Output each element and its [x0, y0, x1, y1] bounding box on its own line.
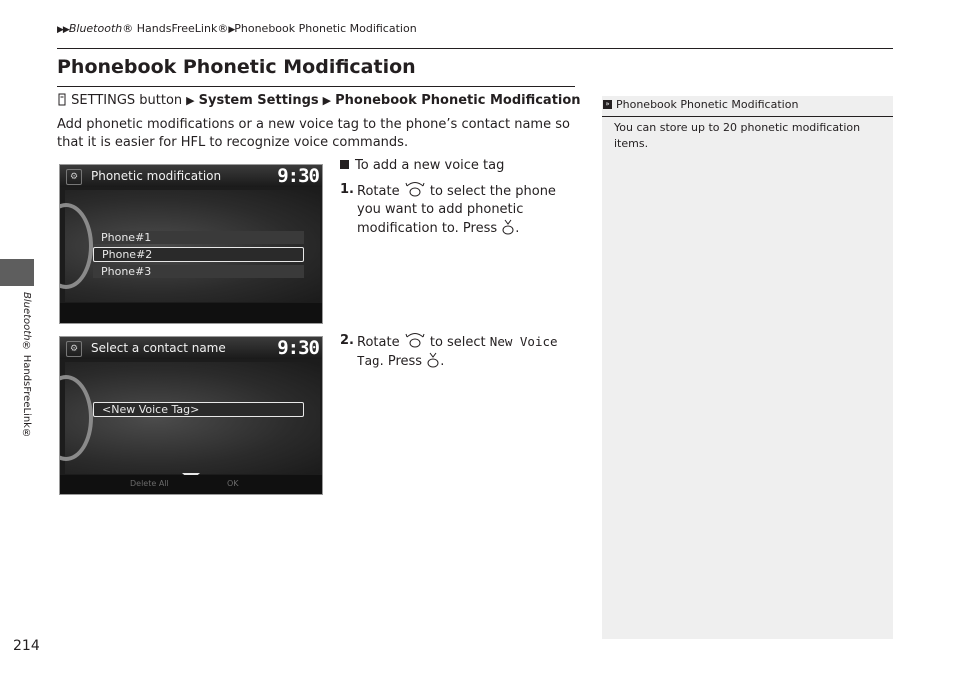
phone-list-item[interactable]: Phone#3 [93, 265, 304, 278]
screen-title: Phonetic modification [91, 169, 222, 183]
note-panel [602, 96, 893, 639]
note-arrow-icon: » [603, 100, 612, 109]
step-text: Rotate [357, 335, 400, 350]
nav-arrow-icon: ▶ [186, 94, 195, 107]
steps-heading-text: To add a new voice tag [355, 158, 505, 173]
step-1: 1. Rotate to select the phone you want to add phonetic modification to. Press . [340, 182, 556, 236]
screen-title-bar [60, 165, 322, 187]
nav-arrow-icon: ▶ [322, 94, 332, 107]
screen-title-bar [60, 337, 322, 359]
step-text: . Press [379, 354, 423, 369]
chapter-tab [0, 259, 34, 286]
screen-title: Select a contact name [91, 341, 226, 355]
new-voice-tag-item[interactable]: <New Voice Tag> [93, 402, 304, 417]
dial-graphic-icon [59, 375, 93, 461]
interface-dial-rotate-icon [404, 181, 426, 197]
title-rule [57, 86, 575, 87]
breadcrumb-part1-suffix: ® HandsFreeLink® [122, 22, 229, 35]
nav-path-step1: System Settings [198, 93, 319, 108]
phone-settings-icon: ⚙ [66, 341, 82, 357]
phone-list-item-selected[interactable]: Phone#2 [93, 247, 304, 262]
screen-select-contact [59, 336, 323, 495]
step-text-ui-label: New Voice Tag [357, 334, 558, 368]
steps-heading [340, 157, 580, 175]
step-number: 2. [340, 333, 354, 348]
nav-path-start: SETTINGS button [71, 93, 183, 108]
ok-button[interactable]: OK [227, 479, 239, 488]
interface-dial-rotate-icon [404, 332, 426, 348]
home-icon [57, 93, 67, 106]
note-body: You can store up to 20 phonetic modification items. [614, 121, 861, 150]
screen-footer [60, 303, 322, 323]
steps-section [340, 157, 580, 371]
screen-body [65, 190, 320, 302]
delete-all-button[interactable]: Delete All [130, 479, 169, 488]
screen-clock: 9:30 [277, 165, 319, 187]
breadcrumb-part1: Bluetooth [68, 22, 123, 35]
step-number: 1. [340, 182, 354, 197]
step-text: to select [429, 335, 486, 350]
note-heading-text: Phonebook Phonetic Modification [616, 98, 799, 111]
nav-path-step2: Phonebook Phonetic Modification [335, 93, 581, 108]
step-2: 2. Rotate to select New Voice Tag. Press . [340, 333, 558, 369]
interface-dial-press-icon [426, 352, 440, 368]
phone-list-item[interactable]: Phone#1 [93, 231, 304, 244]
breadcrumb-arrow-icon: ▶ [228, 25, 235, 35]
side-label-rest: ® HandsFreeLink® [21, 340, 32, 439]
intro-paragraph: Add phonetic modifications or a new voice tag to the phone’s contact name so that it is easier for HFL to recognize voice commands. [57, 117, 570, 150]
note-heading [602, 96, 893, 117]
screen-clock: 9:30 [277, 337, 319, 359]
screen-footer [60, 475, 322, 494]
side-label-italic: Bluetooth [21, 292, 32, 341]
nav-path [57, 93, 581, 108]
breadcrumb [57, 22, 417, 35]
header-rule [57, 48, 893, 49]
dial-graphic-icon [59, 203, 93, 289]
square-bullet-icon [340, 160, 349, 169]
page-number: 214 [13, 638, 40, 654]
page-title: Phonebook Phonetic Modification [57, 56, 416, 78]
screen-phonetic-modification [59, 164, 323, 324]
breadcrumb-arrow-icon: ▶▶ [57, 25, 69, 35]
step-text: Rotate [357, 184, 400, 199]
chapter-side-label [21, 292, 32, 439]
interface-dial-press-icon [501, 219, 515, 235]
breadcrumb-part2: Phonebook Phonetic Modification [234, 22, 417, 35]
step-text: to select the phone you want to add phonetic modification to. Press [357, 184, 556, 236]
phone-settings-icon: ⚙ [66, 169, 82, 185]
screen-body [65, 362, 320, 474]
